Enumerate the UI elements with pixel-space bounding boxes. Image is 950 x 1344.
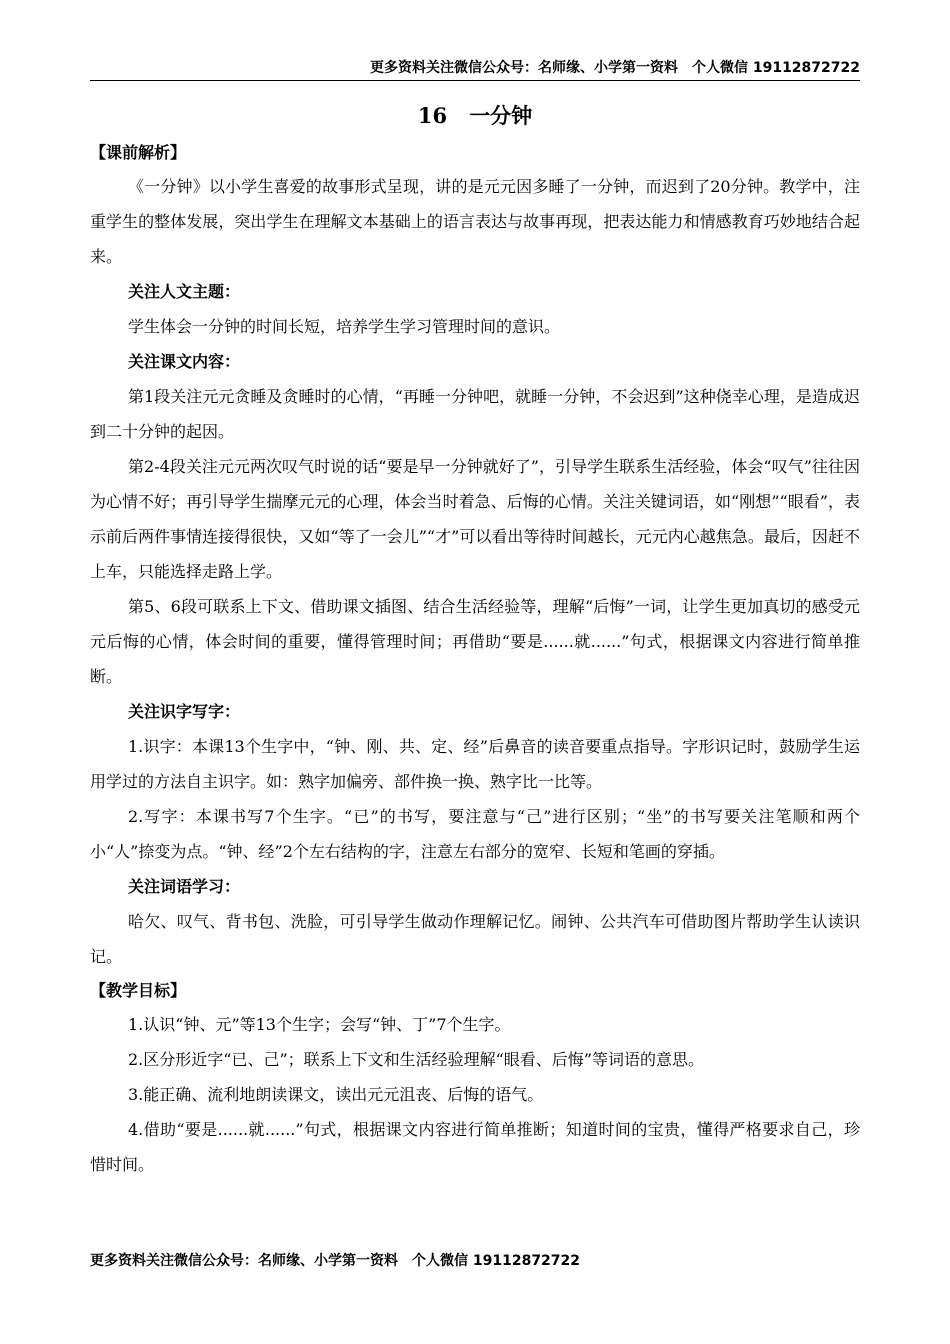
theme-paragraph: 学生体会一分钟的时间长短，培养学生学习管理时间的意识。 (128, 317, 561, 336)
subheading-content: 关注课文内容： (128, 352, 241, 371)
section-heading-analysis: 【课前解析】 (90, 143, 187, 162)
subheading-words: 关注词语学习： (128, 877, 241, 896)
goal-item-3: 3.能正确、流利地朗读课文，读出元元沮丧、后悔的语气。 (128, 1085, 544, 1104)
content-paragraph-3: 第5、6段可联系上下文、借助课文插图、结合生活经验等，理解“后悔”一词，让学生更加真切的感受元元后悔的心情，体会时间的重要，懂得管理时间；再借助“要是......就......”句式，根据课文内容进行简单推断。 (90, 597, 860, 686)
content-paragraph-1: 第1段关注元元贪睡及贪睡时的心情，“再睡一分钟吧，就睡一分钟，不会迟到”这种侥幸心理，是造成迟到二十分钟的起因。 (90, 387, 860, 441)
lesson-title: 一分钟 (469, 103, 533, 128)
characters-paragraph-1: 1.识字：本课13个生字中，“钟、刚、共、定、经”后鼻音的读音要重点指导。字形识记时，鼓励学生运用学过的方法自主识字。如：熟字加偏旁、部件换一换、熟字比一比等。 (90, 737, 860, 791)
page-title (90, 100, 860, 130)
analysis-intro: 《一分钟》以小学生喜爱的故事形式呈现，讲的是元元因多睡了一分钟，而迟到了20分钟。教学中，注重学生的整体发展，突出学生在理解文本基础上的语言表达与故事再现，把表达能力和情感教育巧妙地结合起来。 (90, 177, 860, 266)
subheading-characters: 关注识字写字： (128, 702, 241, 721)
header-text: 更多资料关注微信公众号：名师缘、小学第一资料 个人微信 19112872722 (369, 60, 860, 76)
section-heading-goals: 【教学目标】 (90, 981, 187, 1000)
goal-item-4: 4.借助“要是......就......”句式，根据课文内容进行简单推断；知道时间的宝贵，懂得严格要求自己，珍惜时间。 (90, 1120, 860, 1174)
goal-item-1: 1.认识“钟、元”等13个生字；会写“钟、丁”7个生字。 (128, 1015, 511, 1034)
goal-item-2: 2.区分形近字“已、己”；联系上下文和生活经验理解“眼看、后悔”等词语的意思。 (128, 1050, 704, 1069)
characters-paragraph-2: 2.写字：本课书写7个生字。“已”的书写，要注意与“己”进行区别；“坐”的书写要关注笔顺和两个小“人”捺变为点。“钟、经”2个左右结构的字，注意左右部分的宽窄、长短和笔画的穿插。 (90, 807, 860, 861)
subheading-theme: 关注人文主题： (128, 282, 241, 301)
document-body (90, 136, 860, 1182)
page-header (90, 57, 860, 81)
lesson-number: 16 (417, 103, 448, 128)
content-paragraph-2: 第2-4段关注元元两次叹气时说的话“要是早一分钟就好了”，引导学生联系生活经验，体会“叹气”往往因为心情不好；再引导学生揣摩元元的心理，体会当时着急、后悔的心情。关注关键词语，如“刚想”“眼看”，表示前后两件事情连接得很快，又如“等了一会儿”“才”可以看出等待时间越长，元元内心越焦急。最后，因赶不上车，只能选择走路上学。 (90, 457, 860, 581)
footer-text: 更多资料关注微信公众号：名师缘、小学第一资料 个人微信 19112872722 (90, 1253, 581, 1269)
page-footer (90, 1250, 580, 1270)
words-paragraph: 哈欠、叹气、背书包、洗脸，可引导学生做动作理解记忆。闹钟、公共汽车可借助图片帮助学生认读识记。 (90, 912, 860, 966)
